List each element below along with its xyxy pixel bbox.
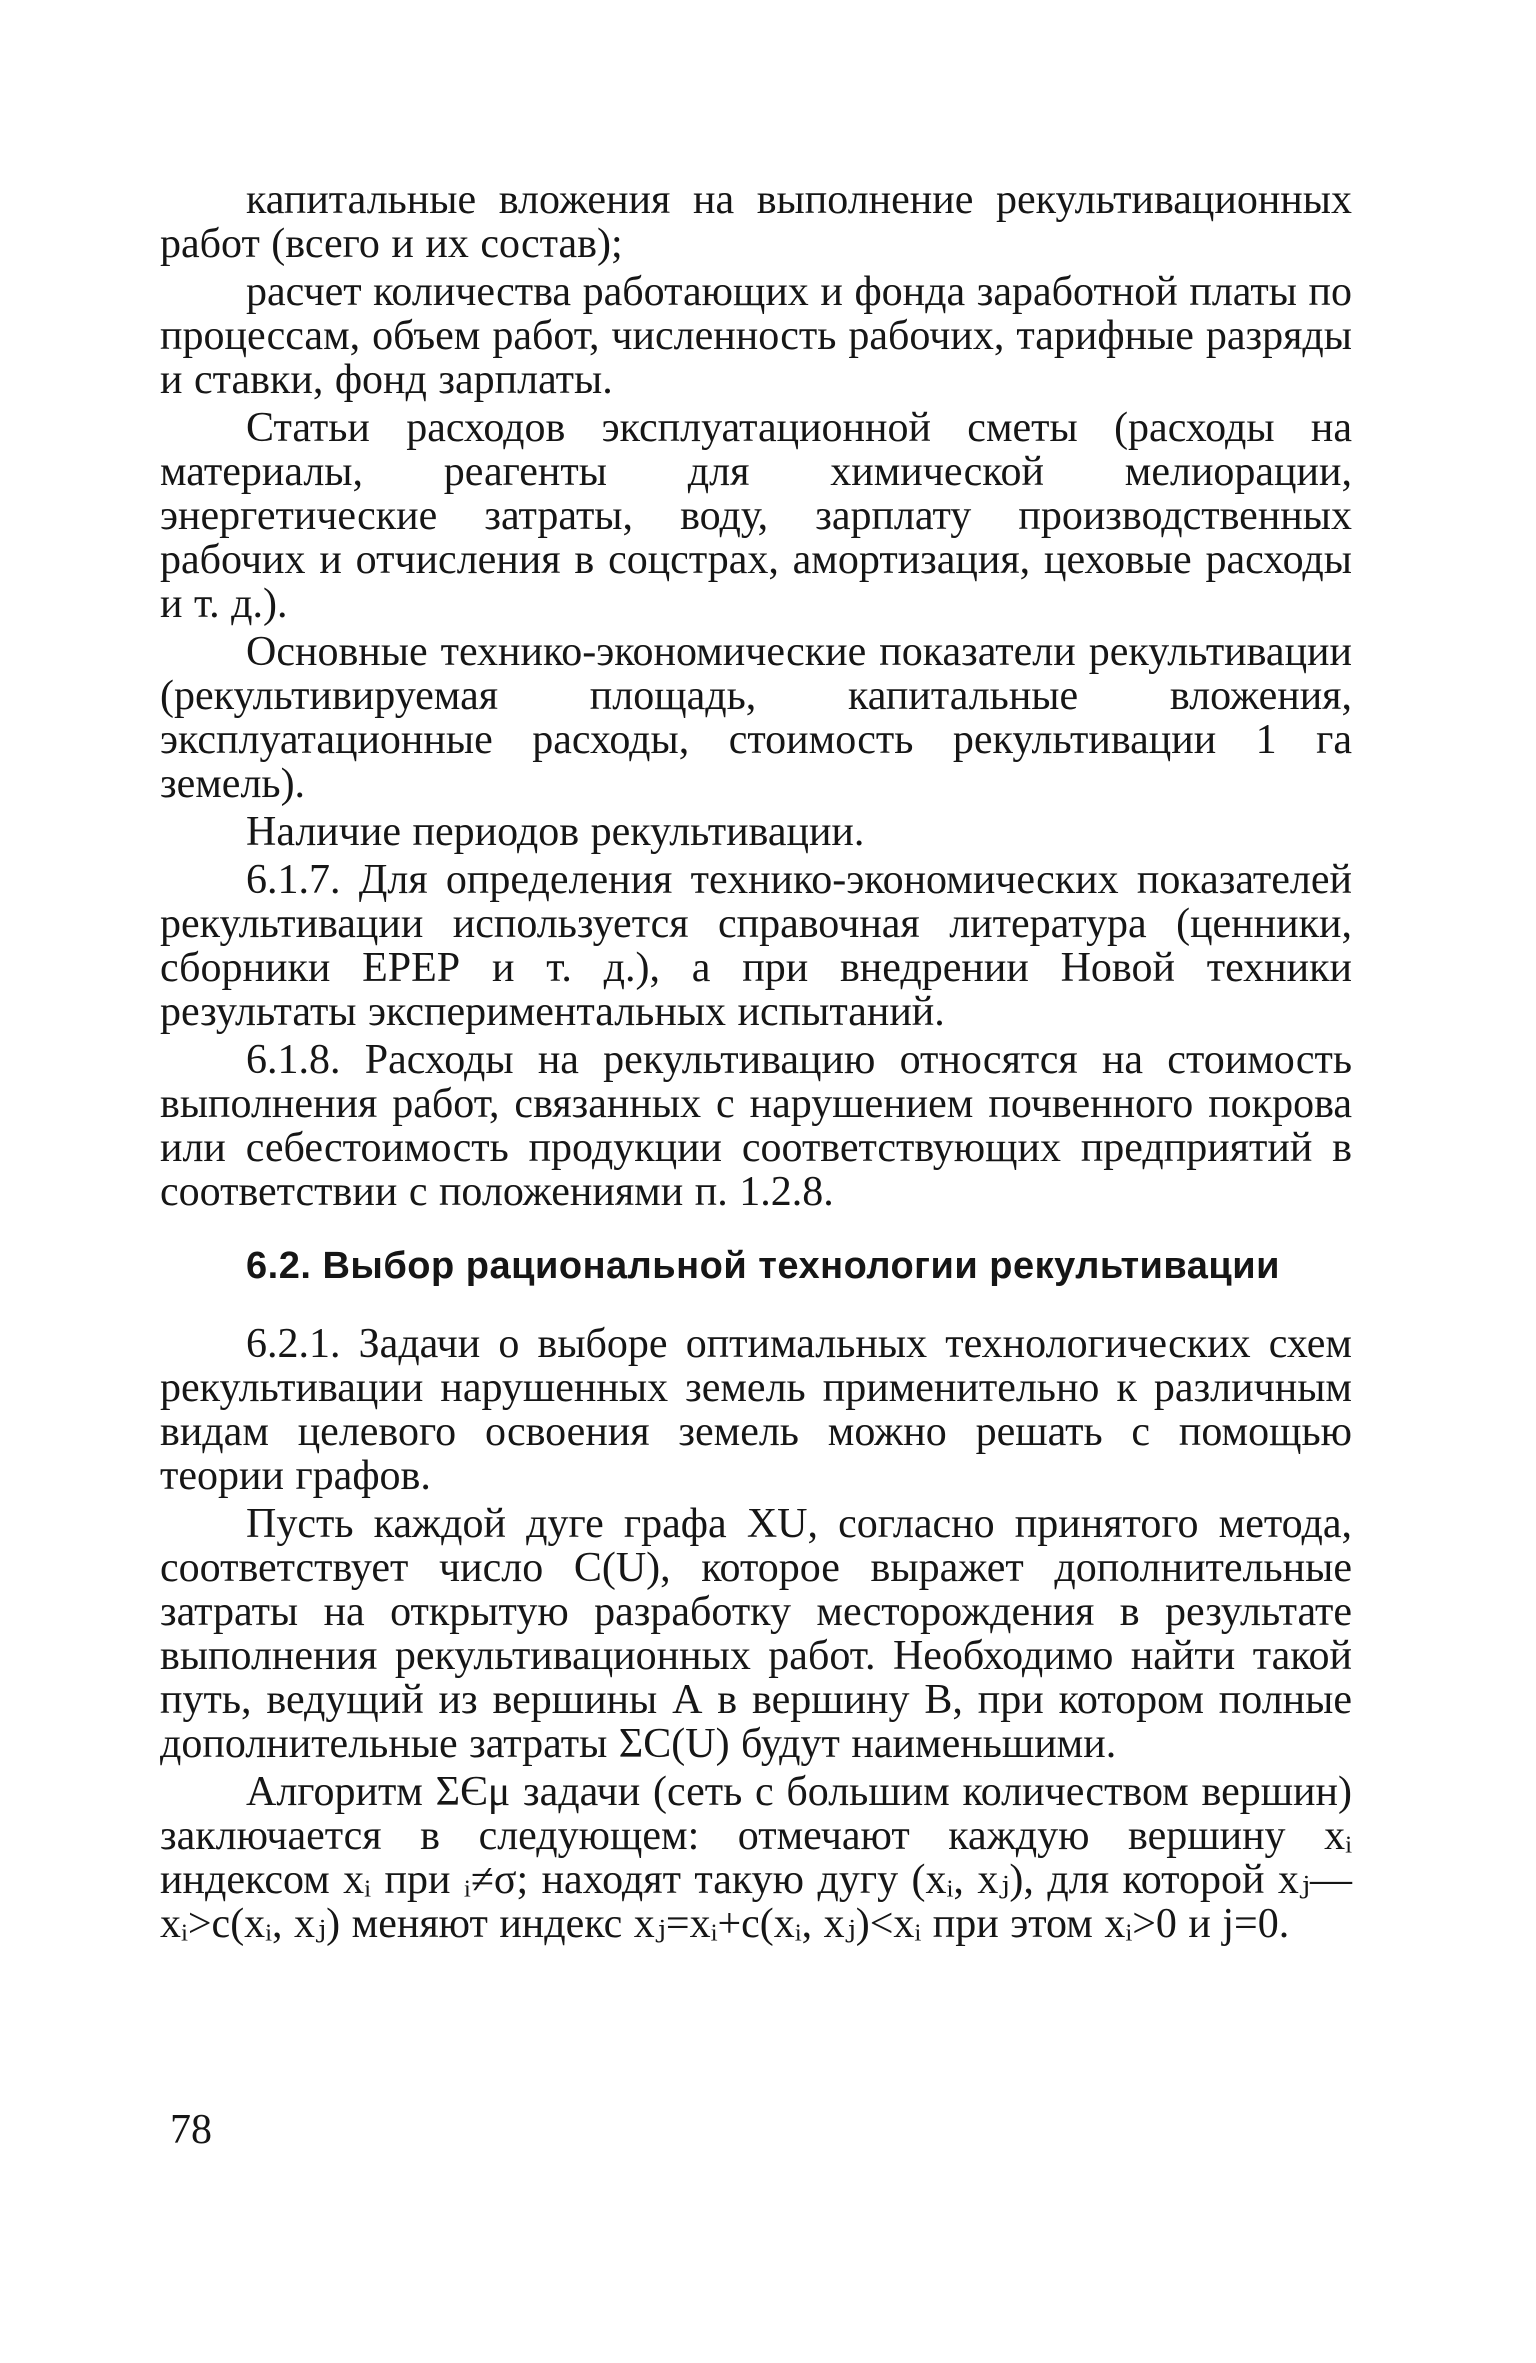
paragraph-wage-fund: расчет количества работающих и фонда заработной платы по процессам, объем работ, численность рабочих, тарифные разряды и ставки, фонд зарплаты.	[160, 269, 1352, 403]
paragraph-periods: Наличие периодов рекультивации.	[246, 809, 865, 855]
section-after-heading	[160, 1322, 1352, 1946]
paragraph-operating-costs: Статьи расходов эксплуатационной сметы (расходы на материалы, реагенты для химической мелиорации, энергетические затраты, воду, зарплату производственных рабочих и отчисления в соцстрах, амортизация, цеховые расходы и т. д.).	[160, 405, 1352, 627]
paragraph-graph-arcs: Пусть каждой дуге графа XU, согласно принятого метода, соответствует число C(U), которое выражет дополнительные затраты на открытую разработку месторождения в результате выполнения рекультивационных работ. Необходимо найти такой путь, ведущий из вершины А в вершину В, при котором полные дополнительные затраты ΣC(U) будут наименьшими.	[160, 1501, 1352, 1767]
paragraph-algorithm: Алгоритм ΣЄμ задачи (сеть с большим количеством вершин) заключается в следующем: отмечают каждую вершину xᵢ индексом xᵢ при ᵢ≠σ; находят такую дугу (xᵢ, xⱼ), для которой xⱼ—xᵢ>c(xᵢ, xⱼ) меняют индекс xⱼ=xᵢ+c(xᵢ, xⱼ)<xᵢ при этом xᵢ>0 и j=0.	[160, 1769, 1352, 1947]
document-page	[160, 178, 1352, 1946]
paragraph-capital-investment: капитальные вложения на выполнение рекультивационных работ (всего и их состав);	[160, 177, 1352, 267]
section-heading: 6.2. Выбор рациональной технологии рекультивации	[246, 1245, 1280, 1287]
paragraph-6-1-7: 6.1.7. Для определения технико-экономических показателей рекультивации используется справочная литература (ценники, сборники ЕРЕР и т. д.), а при внедрении Новой техники результаты экспериментальных испытаний.	[160, 857, 1352, 1035]
page-number: 78	[170, 2107, 212, 2153]
paragraph-6-2-1: 6.2.1. Задачи о выборе оптимальных технологических схем рекультивации нарушенных земель применительно к различным видам целевого освоения земель можно решать с помощью теории графов.	[160, 1321, 1352, 1499]
section-before-heading	[160, 178, 1352, 1214]
paragraph-economic-indicators: Основные технико-экономические показатели рекультивации (рекультивируемая площадь, капитальные вложения, эксплуатационные расходы, стоимость рекультивации 1 га земель).	[160, 629, 1352, 807]
paragraph-6-1-8: 6.1.8. Расходы на рекультивацию относятся на стоимость выполнения работ, связанных с нарушением почвенного покрова или себестоимость продукции соответствующих предприятий в соответствии с положениями п. 1.2.8.	[160, 1037, 1352, 1215]
